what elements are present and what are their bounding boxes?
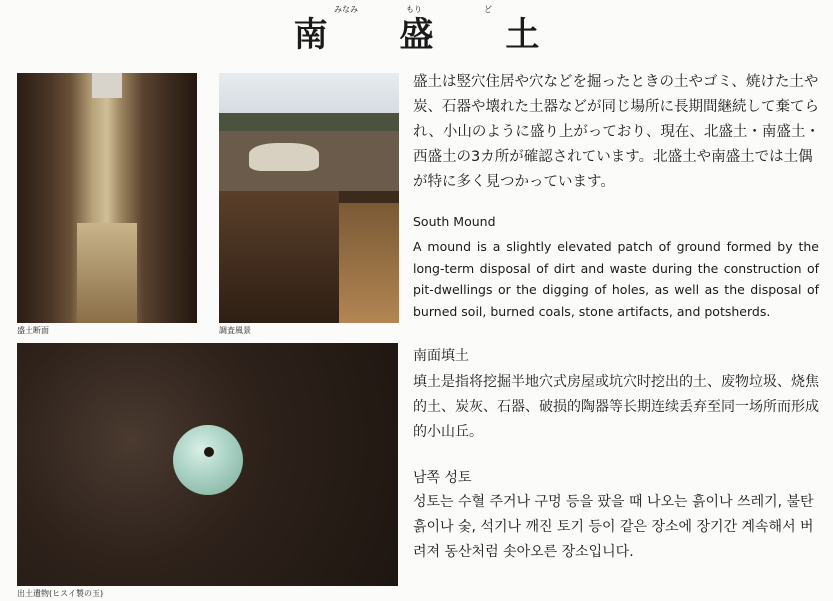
ruby-minami: みなみ bbox=[334, 5, 358, 14]
photo3-caption: 出土遺物(ヒスイ製の玉) bbox=[17, 589, 104, 598]
jade-bead bbox=[173, 425, 243, 495]
english-description: A mound is a slightly elevated patch of ground formed by the long-term disposal of dirt and waste during the construction of pit-dwellings or the digging of holes, as well as the disposal of burned soil, burned coals, stone artifacts, and potsherds. bbox=[413, 239, 819, 319]
korean-description: 성토는 수혈 주거나 구멍 등을 팠을 때 나오는 흙이나 쓰레기, 불탄 흙이나 숯, 석기나 깨진 토기 등이 같은 장소에 장기간 계속해서 버려져 동산처럼 솟아오른 장소입니다. bbox=[413, 494, 814, 560]
photo2-caption: 調査風景 bbox=[219, 326, 251, 335]
ruby-mori: もり bbox=[406, 5, 422, 14]
chinese-description: 填土是指将挖掘半地穴式房屋或坑穴时挖出的土、废物垃圾、烧焦的土、炭灰、石器、破损的陶器等长期连续丢弃至同一场所而形成的小山丘。 bbox=[413, 374, 819, 440]
korean-title: 남쪽 성토 bbox=[413, 470, 472, 486]
mound-cross-section-photo bbox=[17, 73, 197, 323]
page-title: 南 盛 土 bbox=[293, 15, 570, 55]
excavation-scene-photo bbox=[219, 73, 399, 323]
jade-bead-photo bbox=[17, 343, 398, 586]
english-title: South Mound bbox=[413, 214, 496, 229]
title-ruby bbox=[0, 4, 833, 15]
title-block bbox=[0, 4, 833, 55]
ruby-do: ど bbox=[484, 5, 492, 14]
chinese-title: 南面填土 bbox=[413, 348, 469, 364]
japanese-description: 盛土は竪穴住居や穴などを掘ったときの土やゴミ、焼けた土や炭、石器や壊れた土器などが同じ場所に長期間継続して棄てられ、小山のように盛り上がっており、現在、北盛土・南盛土・西盛土の3カ所が確認されています。北盛土や南盛土では土偶が特に多く見つかっています。 bbox=[413, 74, 820, 190]
photo1-caption: 盛土断面 bbox=[17, 326, 49, 335]
